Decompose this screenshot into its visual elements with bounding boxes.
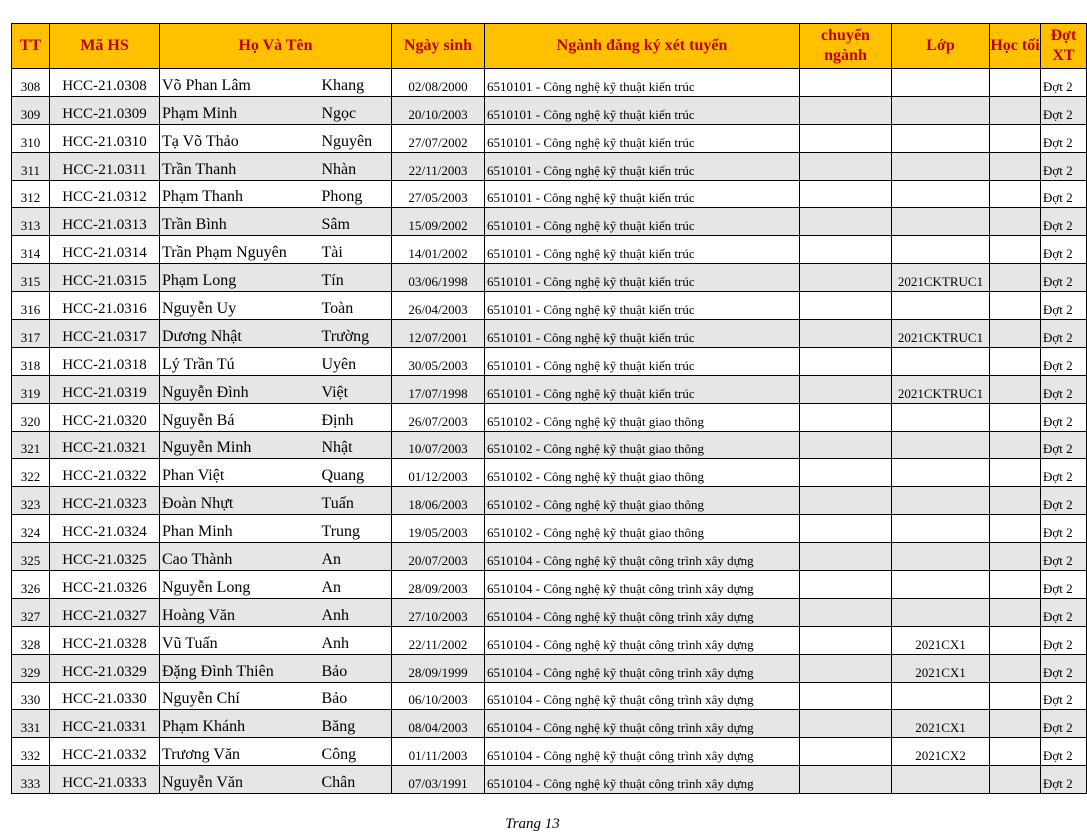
row-tt: 314 <box>12 236 50 264</box>
table-row <box>12 571 1087 599</box>
row-nganh: 6510104 - Công nghệ kỹ thuật công trình xây dựng <box>485 626 800 654</box>
table-row <box>12 682 1087 710</box>
row-tt: 317 <box>12 320 50 348</box>
row-ho: Hoàng Văn <box>160 598 322 626</box>
row-nganh: 6510104 - Công nghệ kỹ thuật công trình xây dựng <box>485 571 800 599</box>
row-lop: 2021CKTRUC1 <box>892 375 990 403</box>
row-ten: Tuấn <box>322 487 392 515</box>
row-ma-hs: HCC-21.0327 <box>50 598 160 626</box>
row-hoc-toi <box>990 180 1041 208</box>
row-tt: 322 <box>12 459 50 487</box>
row-nganh: 6510101 - Công nghệ kỹ thuật kiến trúc <box>485 208 800 236</box>
row-lop <box>892 571 990 599</box>
row-ten: Nhật <box>322 431 392 459</box>
row-ngay-sinh: 26/07/2003 <box>392 403 485 431</box>
table-row <box>12 598 1087 626</box>
row-lop <box>892 152 990 180</box>
row-nganh: 6510101 - Công nghệ kỹ thuật kiến trúc <box>485 152 800 180</box>
row-ho: Phạm Long <box>160 264 322 292</box>
row-hoc-toi <box>990 654 1041 682</box>
row-ho: Vũ Tuấn <box>160 626 322 654</box>
row-ngay-sinh: 27/05/2003 <box>392 180 485 208</box>
row-ten: Nhàn <box>322 152 392 180</box>
row-hoc-toi <box>990 124 1041 152</box>
row-nganh: 6510104 - Công nghệ kỹ thuật công trình xây dựng <box>485 682 800 710</box>
row-chuyen-nganh <box>800 682 892 710</box>
row-ma-hs: HCC-21.0317 <box>50 320 160 348</box>
row-lop <box>892 459 990 487</box>
row-tt: 323 <box>12 487 50 515</box>
row-hoc-toi <box>990 598 1041 626</box>
row-nganh: 6510102 - Công nghệ kỹ thuật giao thông <box>485 403 800 431</box>
row-ten: Nguyên <box>322 124 392 152</box>
row-dot-xt: Đợt 2 <box>1041 320 1087 348</box>
row-tt: 327 <box>12 598 50 626</box>
row-dot-xt: Đợt 2 <box>1041 236 1087 264</box>
row-ma-hs: HCC-21.0310 <box>50 124 160 152</box>
row-ngay-sinh: 17/07/1998 <box>392 375 485 403</box>
row-lop: 2021CX2 <box>892 738 990 766</box>
row-ho: Cao Thành <box>160 543 322 571</box>
row-ngay-sinh: 28/09/1999 <box>392 654 485 682</box>
row-tt: 309 <box>12 96 50 124</box>
row-ho: Trần Phạm Nguyên <box>160 236 322 264</box>
row-ma-hs: HCC-21.0333 <box>50 766 160 794</box>
row-ma-hs: HCC-21.0316 <box>50 292 160 320</box>
row-ma-hs: HCC-21.0324 <box>50 515 160 543</box>
row-ten: Khang <box>322 69 392 97</box>
row-ngay-sinh: 22/11/2003 <box>392 152 485 180</box>
row-dot-xt: Đợt 2 <box>1041 124 1087 152</box>
row-ho: Lý Trần Tú <box>160 347 322 375</box>
row-chuyen-nganh <box>800 654 892 682</box>
header-ma-hs: Mã HS <box>50 24 160 69</box>
row-ma-hs: HCC-21.0325 <box>50 543 160 571</box>
row-chuyen-nganh <box>800 320 892 348</box>
row-ten: An <box>322 543 392 571</box>
row-chuyen-nganh <box>800 236 892 264</box>
row-hoc-toi <box>990 403 1041 431</box>
row-dot-xt: Đợt 2 <box>1041 487 1087 515</box>
row-ngay-sinh: 20/07/2003 <box>392 543 485 571</box>
row-hoc-toi <box>990 626 1041 654</box>
row-nganh: 6510102 - Công nghệ kỹ thuật giao thông <box>485 487 800 515</box>
header-hoc-toi: Học tối <box>990 24 1041 69</box>
row-chuyen-nganh <box>800 459 892 487</box>
row-ngay-sinh: 01/11/2003 <box>392 738 485 766</box>
row-lop <box>892 96 990 124</box>
table-row <box>12 459 1087 487</box>
row-ma-hs: HCC-21.0320 <box>50 403 160 431</box>
row-hoc-toi <box>990 69 1041 97</box>
row-ten: Bảo <box>322 654 392 682</box>
row-ngay-sinh: 19/05/2003 <box>392 515 485 543</box>
row-ma-hs: HCC-21.0314 <box>50 236 160 264</box>
row-ma-hs: HCC-21.0332 <box>50 738 160 766</box>
row-ten: Việt <box>322 375 392 403</box>
row-dot-xt: Đợt 2 <box>1041 69 1087 97</box>
row-lop <box>892 347 990 375</box>
row-hoc-toi <box>990 320 1041 348</box>
row-chuyen-nganh <box>800 264 892 292</box>
row-ma-hs: HCC-21.0331 <box>50 710 160 738</box>
row-tt: 329 <box>12 654 50 682</box>
table-row <box>12 403 1087 431</box>
table-row <box>12 654 1087 682</box>
row-tt: 325 <box>12 543 50 571</box>
row-ten: Tài <box>322 236 392 264</box>
row-ho: Phan Minh <box>160 515 322 543</box>
row-ho: Phạm Minh <box>160 96 322 124</box>
row-dot-xt: Đợt 2 <box>1041 738 1087 766</box>
row-ngay-sinh: 30/05/2003 <box>392 347 485 375</box>
row-ma-hs: HCC-21.0319 <box>50 375 160 403</box>
row-nganh: 6510104 - Công nghệ kỹ thuật công trình xây dựng <box>485 766 800 794</box>
row-hoc-toi <box>990 459 1041 487</box>
row-dot-xt: Đợt 2 <box>1041 543 1087 571</box>
row-ho: Nguyễn Uy <box>160 292 322 320</box>
row-hoc-toi <box>990 96 1041 124</box>
row-tt: 318 <box>12 347 50 375</box>
table-row <box>12 152 1087 180</box>
row-tt: 310 <box>12 124 50 152</box>
row-nganh: 6510104 - Công nghệ kỹ thuật công trình xây dựng <box>485 738 800 766</box>
row-ho: Nguyễn Long <box>160 571 322 599</box>
row-nganh: 6510101 - Công nghệ kỹ thuật kiến trúc <box>485 320 800 348</box>
row-ho: Võ Phan Lâm <box>160 69 322 97</box>
row-ngay-sinh: 01/12/2003 <box>392 459 485 487</box>
row-ho: Nguyễn Chí <box>160 682 322 710</box>
row-chuyen-nganh <box>800 403 892 431</box>
row-nganh: 6510101 - Công nghệ kỹ thuật kiến trúc <box>485 375 800 403</box>
row-dot-xt: Đợt 2 <box>1041 264 1087 292</box>
row-tt: 313 <box>12 208 50 236</box>
table-row <box>12 208 1087 236</box>
row-ho: Phan Việt <box>160 459 322 487</box>
row-ngay-sinh: 10/07/2003 <box>392 431 485 459</box>
row-ho: Đoàn Nhựt <box>160 487 322 515</box>
row-ngay-sinh: 28/09/2003 <box>392 571 485 599</box>
row-hoc-toi <box>990 738 1041 766</box>
row-tt: 326 <box>12 571 50 599</box>
table-row <box>12 236 1087 264</box>
row-dot-xt: Đợt 2 <box>1041 626 1087 654</box>
row-ngay-sinh: 22/11/2002 <box>392 626 485 654</box>
row-nganh: 6510101 - Công nghệ kỹ thuật kiến trúc <box>485 96 800 124</box>
row-hoc-toi <box>990 682 1041 710</box>
row-tt: 328 <box>12 626 50 654</box>
row-dot-xt: Đợt 2 <box>1041 208 1087 236</box>
row-ngay-sinh: 08/04/2003 <box>392 710 485 738</box>
row-ho: Nguyễn Bá <box>160 403 322 431</box>
row-lop <box>892 124 990 152</box>
row-dot-xt: Đợt 2 <box>1041 403 1087 431</box>
row-chuyen-nganh <box>800 180 892 208</box>
row-ten: Định <box>322 403 392 431</box>
table-row <box>12 431 1087 459</box>
table-row <box>12 69 1087 97</box>
row-ngay-sinh: 26/04/2003 <box>392 292 485 320</box>
row-ho: Trương Văn <box>160 738 322 766</box>
row-tt: 332 <box>12 738 50 766</box>
row-hoc-toi <box>990 152 1041 180</box>
row-tt: 330 <box>12 682 50 710</box>
row-lop <box>892 208 990 236</box>
row-ngay-sinh: 03/06/1998 <box>392 264 485 292</box>
row-ten: Anh <box>322 626 392 654</box>
row-lop <box>892 766 990 794</box>
row-ma-hs: HCC-21.0322 <box>50 459 160 487</box>
row-lop <box>892 431 990 459</box>
row-ho: Phạm Khánh <box>160 710 322 738</box>
row-chuyen-nganh <box>800 738 892 766</box>
row-nganh: 6510101 - Công nghệ kỹ thuật kiến trúc <box>485 69 800 97</box>
row-chuyen-nganh <box>800 598 892 626</box>
row-ma-hs: HCC-21.0329 <box>50 654 160 682</box>
row-dot-xt: Đợt 2 <box>1041 682 1087 710</box>
row-ten: Bảo <box>322 682 392 710</box>
row-ten: Công <box>322 738 392 766</box>
row-nganh: 6510104 - Công nghệ kỹ thuật công trình xây dựng <box>485 654 800 682</box>
row-nganh: 6510101 - Công nghệ kỹ thuật kiến trúc <box>485 347 800 375</box>
row-ho: Đặng Đình Thiên <box>160 654 322 682</box>
table-row <box>12 515 1087 543</box>
row-nganh: 6510104 - Công nghệ kỹ thuật công trình xây dựng <box>485 598 800 626</box>
row-tt: 320 <box>12 403 50 431</box>
row-dot-xt: Đợt 2 <box>1041 654 1087 682</box>
row-tt: 321 <box>12 431 50 459</box>
row-dot-xt: Đợt 2 <box>1041 292 1087 320</box>
row-ten: An <box>322 571 392 599</box>
row-nganh: 6510101 - Công nghệ kỹ thuật kiến trúc <box>485 180 800 208</box>
row-ten: Uyên <box>322 347 392 375</box>
row-ten: Tín <box>322 264 392 292</box>
row-tt: 331 <box>12 710 50 738</box>
row-ten: Quang <box>322 459 392 487</box>
row-hoc-toi <box>990 543 1041 571</box>
row-hoc-toi <box>990 766 1041 794</box>
row-tt: 319 <box>12 375 50 403</box>
row-nganh: 6510104 - Công nghệ kỹ thuật công trình xây dựng <box>485 543 800 571</box>
table-row <box>12 487 1087 515</box>
table-row <box>12 710 1087 738</box>
row-tt: 312 <box>12 180 50 208</box>
row-ten: Phong <box>322 180 392 208</box>
row-ma-hs: HCC-21.0309 <box>50 96 160 124</box>
table-row <box>12 543 1087 571</box>
row-dot-xt: Đợt 2 <box>1041 431 1087 459</box>
row-nganh: 6510101 - Công nghệ kỹ thuật kiến trúc <box>485 264 800 292</box>
row-ma-hs: HCC-21.0328 <box>50 626 160 654</box>
row-lop <box>892 292 990 320</box>
row-ho: Tạ Võ Thảo <box>160 124 322 152</box>
table-row <box>12 180 1087 208</box>
table-row <box>12 320 1087 348</box>
row-ho: Trần Thanh <box>160 152 322 180</box>
header-dot-xt: Đợt XT <box>1041 24 1087 69</box>
row-chuyen-nganh <box>800 152 892 180</box>
row-ma-hs: HCC-21.0318 <box>50 347 160 375</box>
row-ho: Nguyễn Minh <box>160 431 322 459</box>
row-lop: 2021CX1 <box>892 626 990 654</box>
row-dot-xt: Đợt 2 <box>1041 766 1087 794</box>
row-hoc-toi <box>990 292 1041 320</box>
row-ten: Chân <box>322 766 392 794</box>
row-ngay-sinh: 07/03/1991 <box>392 766 485 794</box>
row-chuyen-nganh <box>800 208 892 236</box>
row-ngay-sinh: 06/10/2003 <box>392 682 485 710</box>
row-chuyen-nganh <box>800 766 892 794</box>
row-ma-hs: HCC-21.0312 <box>50 180 160 208</box>
row-hoc-toi <box>990 487 1041 515</box>
header-tt: TT <box>12 24 50 69</box>
row-ho: Dương Nhật <box>160 320 322 348</box>
row-dot-xt: Đợt 2 <box>1041 96 1087 124</box>
row-ngay-sinh: 15/09/2002 <box>392 208 485 236</box>
row-nganh: 6510101 - Công nghệ kỹ thuật kiến trúc <box>485 236 800 264</box>
header-chuyen-nganh: chuyển ngành <box>800 24 892 69</box>
row-nganh: 6510104 - Công nghệ kỹ thuật công trình xây dựng <box>485 710 800 738</box>
table-row <box>12 124 1087 152</box>
row-ho: Trần Bình <box>160 208 322 236</box>
row-tt: 316 <box>12 292 50 320</box>
row-chuyen-nganh <box>800 571 892 599</box>
table-row <box>12 264 1087 292</box>
student-list-table <box>11 23 1087 794</box>
row-ho: Phạm Thanh <box>160 180 322 208</box>
row-ma-hs: HCC-21.0321 <box>50 431 160 459</box>
row-dot-xt: Đợt 2 <box>1041 152 1087 180</box>
row-dot-xt: Đợt 2 <box>1041 515 1087 543</box>
row-ngay-sinh: 14/01/2002 <box>392 236 485 264</box>
row-ngay-sinh: 18/06/2003 <box>392 487 485 515</box>
row-lop: 2021CKTRUC1 <box>892 264 990 292</box>
row-dot-xt: Đợt 2 <box>1041 571 1087 599</box>
row-tt: 308 <box>12 69 50 97</box>
row-hoc-toi <box>990 571 1041 599</box>
row-ma-hs: HCC-21.0330 <box>50 682 160 710</box>
row-ten: Sâm <box>322 208 392 236</box>
row-ten: Băng <box>322 710 392 738</box>
row-dot-xt: Đợt 2 <box>1041 459 1087 487</box>
row-lop <box>892 682 990 710</box>
header-lop: Lớp <box>892 24 990 69</box>
row-lop <box>892 236 990 264</box>
row-lop: 2021CX1 <box>892 710 990 738</box>
row-ho: Nguyễn Văn <box>160 766 322 794</box>
row-tt: 311 <box>12 152 50 180</box>
row-ngay-sinh: 12/07/2001 <box>392 320 485 348</box>
row-ma-hs: HCC-21.0311 <box>50 152 160 180</box>
row-ma-hs: HCC-21.0326 <box>50 571 160 599</box>
row-ten: Ngọc <box>322 96 392 124</box>
row-ma-hs: HCC-21.0315 <box>50 264 160 292</box>
row-hoc-toi <box>990 431 1041 459</box>
row-ten: Toàn <box>322 292 392 320</box>
row-chuyen-nganh <box>800 487 892 515</box>
row-nganh: 6510102 - Công nghệ kỹ thuật giao thông <box>485 431 800 459</box>
table-row <box>12 766 1087 794</box>
row-ngay-sinh: 20/10/2003 <box>392 96 485 124</box>
row-chuyen-nganh <box>800 710 892 738</box>
row-chuyen-nganh <box>800 626 892 654</box>
row-lop <box>892 180 990 208</box>
row-lop <box>892 543 990 571</box>
table-row <box>12 96 1087 124</box>
row-ho: Nguyễn Đình <box>160 375 322 403</box>
row-ma-hs: HCC-21.0323 <box>50 487 160 515</box>
row-nganh: 6510101 - Công nghệ kỹ thuật kiến trúc <box>485 124 800 152</box>
row-lop: 2021CX1 <box>892 654 990 682</box>
table-row <box>12 375 1087 403</box>
row-lop <box>892 403 990 431</box>
row-lop <box>892 515 990 543</box>
row-chuyen-nganh <box>800 543 892 571</box>
row-dot-xt: Đợt 2 <box>1041 347 1087 375</box>
row-lop <box>892 598 990 626</box>
row-dot-xt: Đợt 2 <box>1041 180 1087 208</box>
row-dot-xt: Đợt 2 <box>1041 375 1087 403</box>
row-ma-hs: HCC-21.0308 <box>50 69 160 97</box>
row-ma-hs: HCC-21.0313 <box>50 208 160 236</box>
row-nganh: 6510101 - Công nghệ kỹ thuật kiến trúc <box>485 292 800 320</box>
row-tt: 324 <box>12 515 50 543</box>
row-hoc-toi <box>990 515 1041 543</box>
row-chuyen-nganh <box>800 375 892 403</box>
row-tt: 333 <box>12 766 50 794</box>
table-row <box>12 626 1087 654</box>
row-lop <box>892 487 990 515</box>
row-ngay-sinh: 27/07/2002 <box>392 124 485 152</box>
row-hoc-toi <box>990 208 1041 236</box>
row-hoc-toi <box>990 710 1041 738</box>
row-chuyen-nganh <box>800 431 892 459</box>
table-row <box>12 292 1087 320</box>
row-hoc-toi <box>990 347 1041 375</box>
row-chuyen-nganh <box>800 292 892 320</box>
row-nganh: 6510102 - Công nghệ kỹ thuật giao thông <box>485 459 800 487</box>
row-hoc-toi <box>990 236 1041 264</box>
row-ten: Anh <box>322 598 392 626</box>
row-lop <box>892 69 990 97</box>
row-lop: 2021CKTRUC1 <box>892 320 990 348</box>
header-ngay-sinh: Ngày sinh <box>392 24 485 69</box>
row-chuyen-nganh <box>800 96 892 124</box>
page-number: Trang 13 <box>505 816 560 832</box>
row-ten: Trường <box>322 320 392 348</box>
row-nganh: 6510102 - Công nghệ kỹ thuật giao thông <box>485 515 800 543</box>
table-row <box>12 738 1087 766</box>
table-row <box>12 347 1087 375</box>
row-chuyen-nganh <box>800 347 892 375</box>
row-ngay-sinh: 27/10/2003 <box>392 598 485 626</box>
row-ten: Trung <box>322 515 392 543</box>
row-chuyen-nganh <box>800 124 892 152</box>
header-row <box>12 24 1087 69</box>
header-nganh: Ngành đăng ký xét tuyển <box>485 24 800 69</box>
row-ngay-sinh: 02/08/2000 <box>392 69 485 97</box>
row-dot-xt: Đợt 2 <box>1041 598 1087 626</box>
row-chuyen-nganh <box>800 515 892 543</box>
row-chuyen-nganh <box>800 69 892 97</box>
row-dot-xt: Đợt 2 <box>1041 710 1087 738</box>
row-hoc-toi <box>990 375 1041 403</box>
header-ho-ten: Họ Và Tên <box>160 24 392 69</box>
row-hoc-toi <box>990 264 1041 292</box>
row-tt: 315 <box>12 264 50 292</box>
